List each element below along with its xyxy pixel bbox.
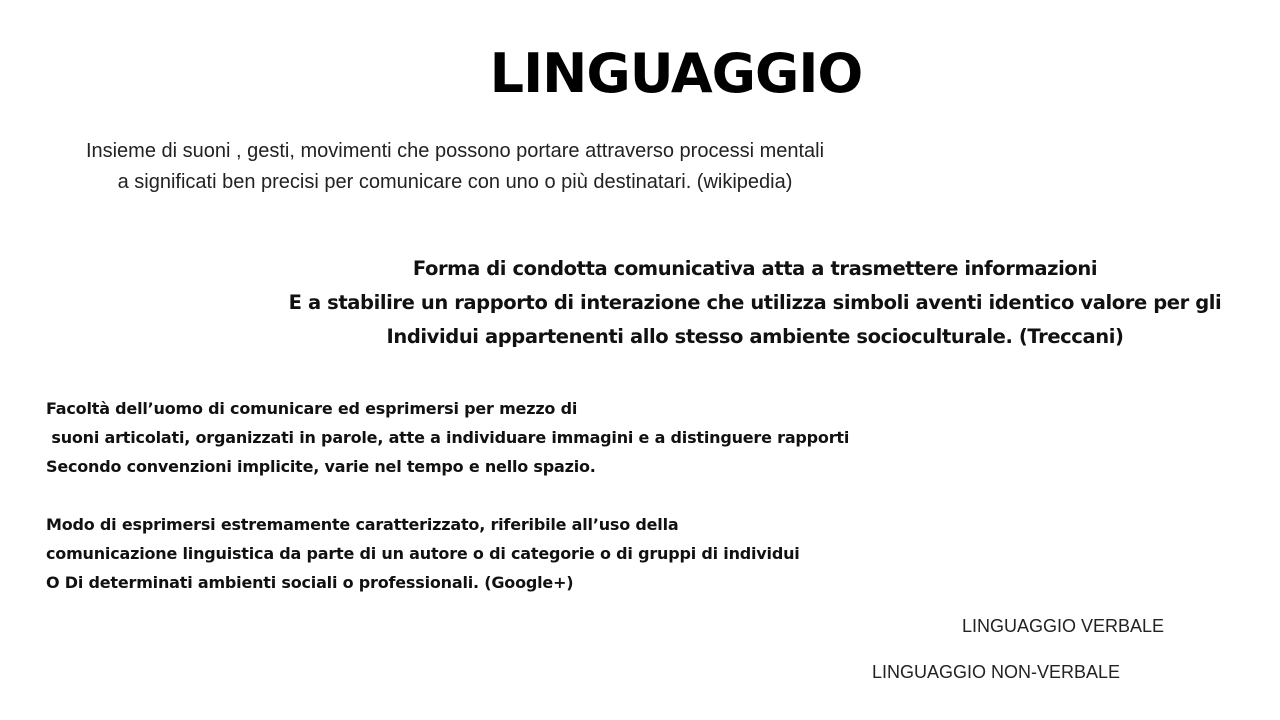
- definition-treccani: [240, 252, 1270, 354]
- definition-wikipedia-line: a significati ben precisi per comunicare con uno o più destinatari. (wikipedia): [117, 171, 793, 193]
- definition-treccani-line: Forma di condotta comunicativa atta a trasmettere informazioni: [412, 257, 1098, 280]
- definition-google: [46, 394, 986, 597]
- definition-google-line: comunicazione linguistica da parte di un autore o di categorie o di gruppi di individui: [46, 544, 800, 563]
- paragraph-spacer: [46, 481, 986, 510]
- definition-wikipedia: [20, 136, 890, 198]
- definition-google-line: Facoltà dell’uomo di comunicare ed esprimersi per mezzo di: [46, 399, 578, 418]
- label-linguaggio-non-verbale: LINGUAGGIO NON-VERBALE: [872, 662, 1121, 682]
- slide-title: LINGUAGGIO: [489, 42, 863, 105]
- definition-wikipedia-line: Insieme di suoni , gesti, movimenti che possono portare attraverso processi mentali: [85, 140, 825, 162]
- label-linguaggio-verbale: LINGUAGGIO VERBALE: [962, 616, 1165, 636]
- definition-treccani-line: E a stabilire un rapporto di interazione che utilizza simboli aventi identico valore per gli: [288, 291, 1222, 314]
- definition-google-line: Modo di esprimersi estremamente caratterizzato, riferibile all’uso della: [46, 515, 679, 534]
- definition-google-line: Secondo convenzioni implicite, varie nel tempo e nello spazio.: [46, 457, 596, 476]
- definition-google-line: O Di determinati ambienti sociali o professionali. (Google+): [46, 573, 574, 592]
- definition-treccani-line: Individui appartenenti allo stesso ambiente socioculturale. (Treccani): [386, 325, 1124, 348]
- definition-google-line: suoni articolati, organizzati in parole, atte a individuare immagini e a distinguere rapporti: [46, 428, 850, 447]
